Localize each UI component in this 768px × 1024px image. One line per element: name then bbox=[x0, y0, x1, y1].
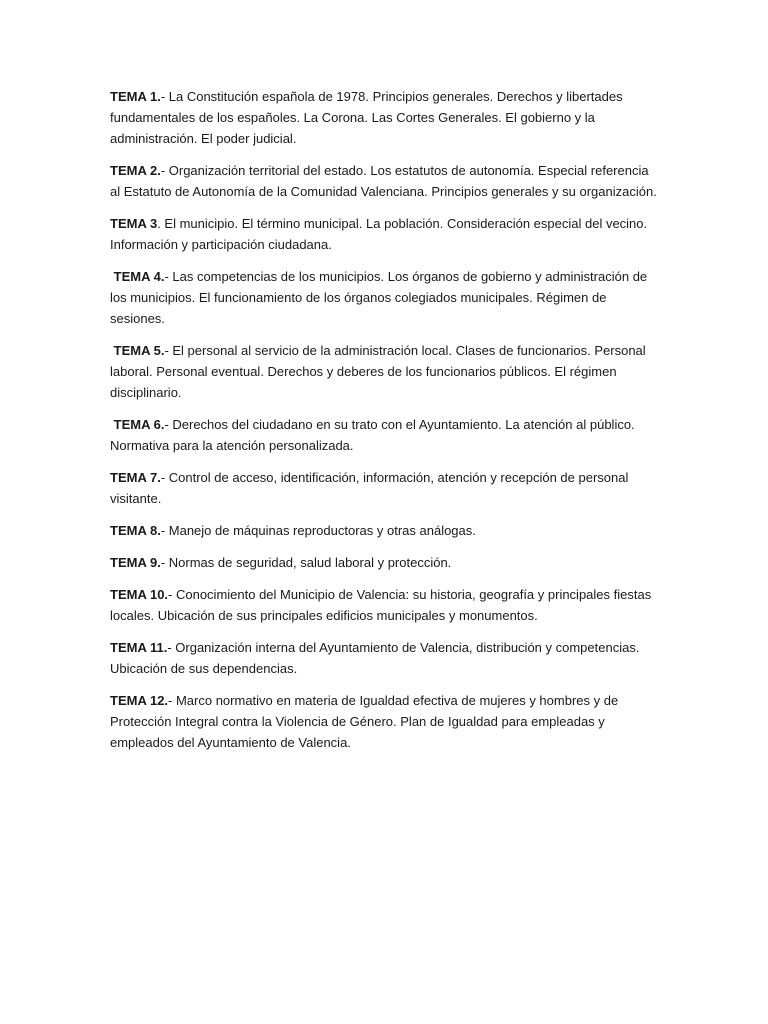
tema-12 bbox=[110, 690, 658, 753]
tema-2 bbox=[110, 160, 658, 202]
tema-1 bbox=[110, 86, 658, 149]
tema-3-label: TEMA 3 bbox=[110, 216, 158, 231]
tema-4-label: TEMA 4. bbox=[110, 269, 165, 284]
tema-8-text: - Manejo de máquinas reproductoras y otras análogas. bbox=[160, 523, 476, 538]
tema-7-text: - Control de acceso, identificación, información, atención y recepción de personal visitante. bbox=[110, 470, 632, 506]
tema-6-text: - Derechos del ciudadano en su trato con el Ayuntamiento. La atención al público. Normativa para la atención personalizada. bbox=[110, 417, 639, 453]
tema-8 bbox=[110, 520, 658, 541]
tema-10 bbox=[110, 584, 658, 626]
tema-4-text: - Las competencias de los municipios. Los órganos de gobierno y administración de los municipios. El funcionamiento de los órganos colegiados municipales. Régimen de sesiones. bbox=[110, 269, 651, 326]
tema-list bbox=[110, 86, 658, 764]
tema-9-label: TEMA 9. bbox=[110, 555, 161, 570]
tema-5-text: - El personal al servicio de la administración local. Clases de funcionarios. Personal laboral. Personal eventual. Derechos y deberes de los funcionarios públicos. El régimen disciplinario. bbox=[110, 343, 650, 400]
tema-7-label: TEMA 7. bbox=[110, 470, 161, 485]
tema-9-text: - Normas de seguridad, salud laboral y protección. bbox=[160, 555, 452, 570]
tema-5 bbox=[110, 340, 658, 403]
tema-2-text: - Organización territorial del estado. Los estatutos de autonomía. Especial referencia al Estatuto de Autonomía de la Comunidad Valenciana. Principios generales y su organización. bbox=[110, 163, 657, 199]
tema-11 bbox=[110, 637, 658, 679]
tema-10-label: TEMA 10. bbox=[110, 587, 169, 602]
tema-12-label: TEMA 12. bbox=[110, 693, 169, 708]
tema-6 bbox=[110, 414, 658, 456]
tema-2-label: TEMA 2. bbox=[110, 163, 161, 178]
tema-11-label: TEMA 11. bbox=[110, 640, 168, 655]
tema-1-label: TEMA 1. bbox=[110, 89, 161, 104]
tema-4 bbox=[110, 266, 658, 329]
tema-10-text: - Conocimiento del Municipio de Valencia: su historia, geografía y principales fiestas locales. Ubicación de sus principales edificios municipales y monumentos. bbox=[110, 587, 655, 623]
tema-9 bbox=[110, 552, 658, 573]
tema-7 bbox=[110, 467, 658, 509]
tema-8-label: TEMA 8. bbox=[110, 523, 161, 538]
tema-11-text: - Organización interna del Ayuntamiento de Valencia, distribución y competencias. Ubicación de sus dependencias. bbox=[110, 640, 644, 676]
tema-6-label: TEMA 6. bbox=[110, 417, 165, 432]
tema-3-text: . El municipio. El término municipal. La población. Consideración especial del vecino. Información y participación ciudadana. bbox=[110, 216, 651, 252]
tema-3 bbox=[110, 213, 658, 255]
tema-5-label: TEMA 5. bbox=[110, 343, 165, 358]
tema-1-text: - La Constitución española de 1978. Principios generales. Derechos y libertades fundamentales de los españoles. La Corona. Las Cortes Generales. El gobierno y la administración. El poder judicial. bbox=[110, 89, 627, 146]
tema-12-text: - Marco normativo en materia de Igualdad efectiva de mujeres y hombres y de Protección Integral contra la Violencia de Género. Plan de Igualdad para empleadas y empleados del Ayuntamiento de Valencia. bbox=[110, 693, 622, 750]
